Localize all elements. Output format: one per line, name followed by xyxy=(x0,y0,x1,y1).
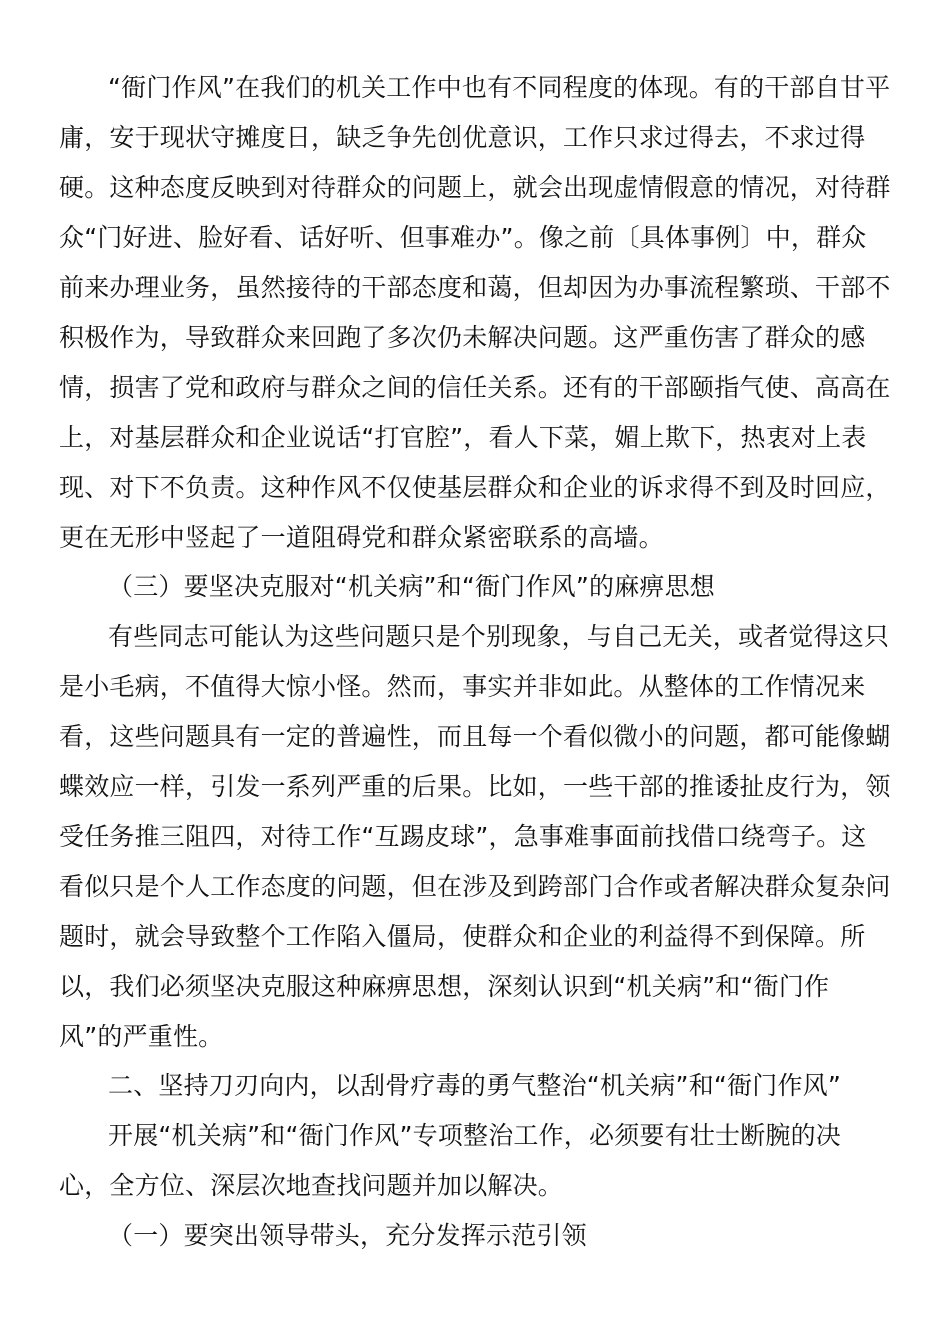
section-heading: （三）要坚决克服对“机关病”和“衙门作风”的麻痹思想 xyxy=(108,572,716,601)
paragraph-line: 硬。这种态度反映到对待群众的问题上，就会出现虚情假意的情况，对待群 xyxy=(59,173,891,202)
paragraph-line: 心，全方位、深层次地查找问题并加以解决。 xyxy=(59,1171,564,1200)
section-heading: （一）要突出领导带头，充分发挥示范引领 xyxy=(108,1221,587,1250)
paragraph-line: 开展“机关病”和“衙门作风”专项整治工作，必须要有壮士断腕的决 xyxy=(108,1121,842,1150)
paragraph-line: 受任务推三阻四，对待工作“互踢皮球”，急事难事面前找借口绕弯子。这 xyxy=(59,822,867,851)
paragraph-line: 更在无形中竖起了一道阻碍党和群众紧密联系的高墙。 xyxy=(59,523,664,552)
paragraph-line: 有些同志可能认为这些问题只是个别现象，与自己无关，或者觉得这只 xyxy=(108,622,890,651)
paragraph-line: 现、对下不负责。这种作风不仅使基层群众和企业的诉求得不到及时回应， xyxy=(59,473,891,502)
paragraph-line: 众“门好进、脸好看、话好听、但事难办”。像之前〔具体事例〕中，群众 xyxy=(59,223,867,252)
paragraph-line: 看，这些问题具有一定的普遍性，而且每一个看似微小的问题，都可能像蝴 xyxy=(59,722,891,751)
chapter-heading: 二、坚持刀刃向内，以刮骨疗毒的勇气整治“机关病”和“衙门作风” xyxy=(108,1071,842,1100)
paragraph-line: 前来办理业务，虽然接待的干部态度和蔼，但却因为办事流程繁琐、干部不 xyxy=(59,273,891,302)
paragraph-line: 庸，安于现状守摊度日，缺乏争先创优意识，工作只求过得去，不求过得 xyxy=(59,123,866,152)
paragraph-line: 积极作为，导致群众来回跑了多次仍未解决问题。这严重伤害了群众的感 xyxy=(59,323,866,352)
paragraph-line: 看似只是个人工作态度的问题，但在涉及到跨部门合作或者解决群众复杂问 xyxy=(59,872,891,901)
paragraph-line: 蝶效应一样，引发一系列严重的后果。比如，一些干部的推诿扯皮行为，领 xyxy=(59,772,891,801)
paragraph-line: 情，损害了党和政府与群众之间的信任关系。还有的干部颐指气使、高高在 xyxy=(59,373,891,402)
paragraph-line: “衙门作风”在我们的机关工作中也有不同程度的体现。有的干部自甘平 xyxy=(108,73,891,102)
paragraph-line: 题时，就会导致整个工作陷入僵局，使群众和企业的利益得不到保障。所 xyxy=(59,922,866,951)
paragraph-line: 上，对基层群众和企业说话“打官腔”，看人下菜，媚上欺下，热衷对上表 xyxy=(59,423,867,452)
paragraph-line: 是小毛病，不值得大惊小怪。然而，事实并非如此。从整体的工作情况来 xyxy=(59,672,866,701)
paragraph-line: 风”的严重性。 xyxy=(59,1022,224,1051)
paragraph-line: 以，我们必须坚决克服这种麻痹思想，深刻认识到“机关病”和“衙门作 xyxy=(59,972,830,1001)
